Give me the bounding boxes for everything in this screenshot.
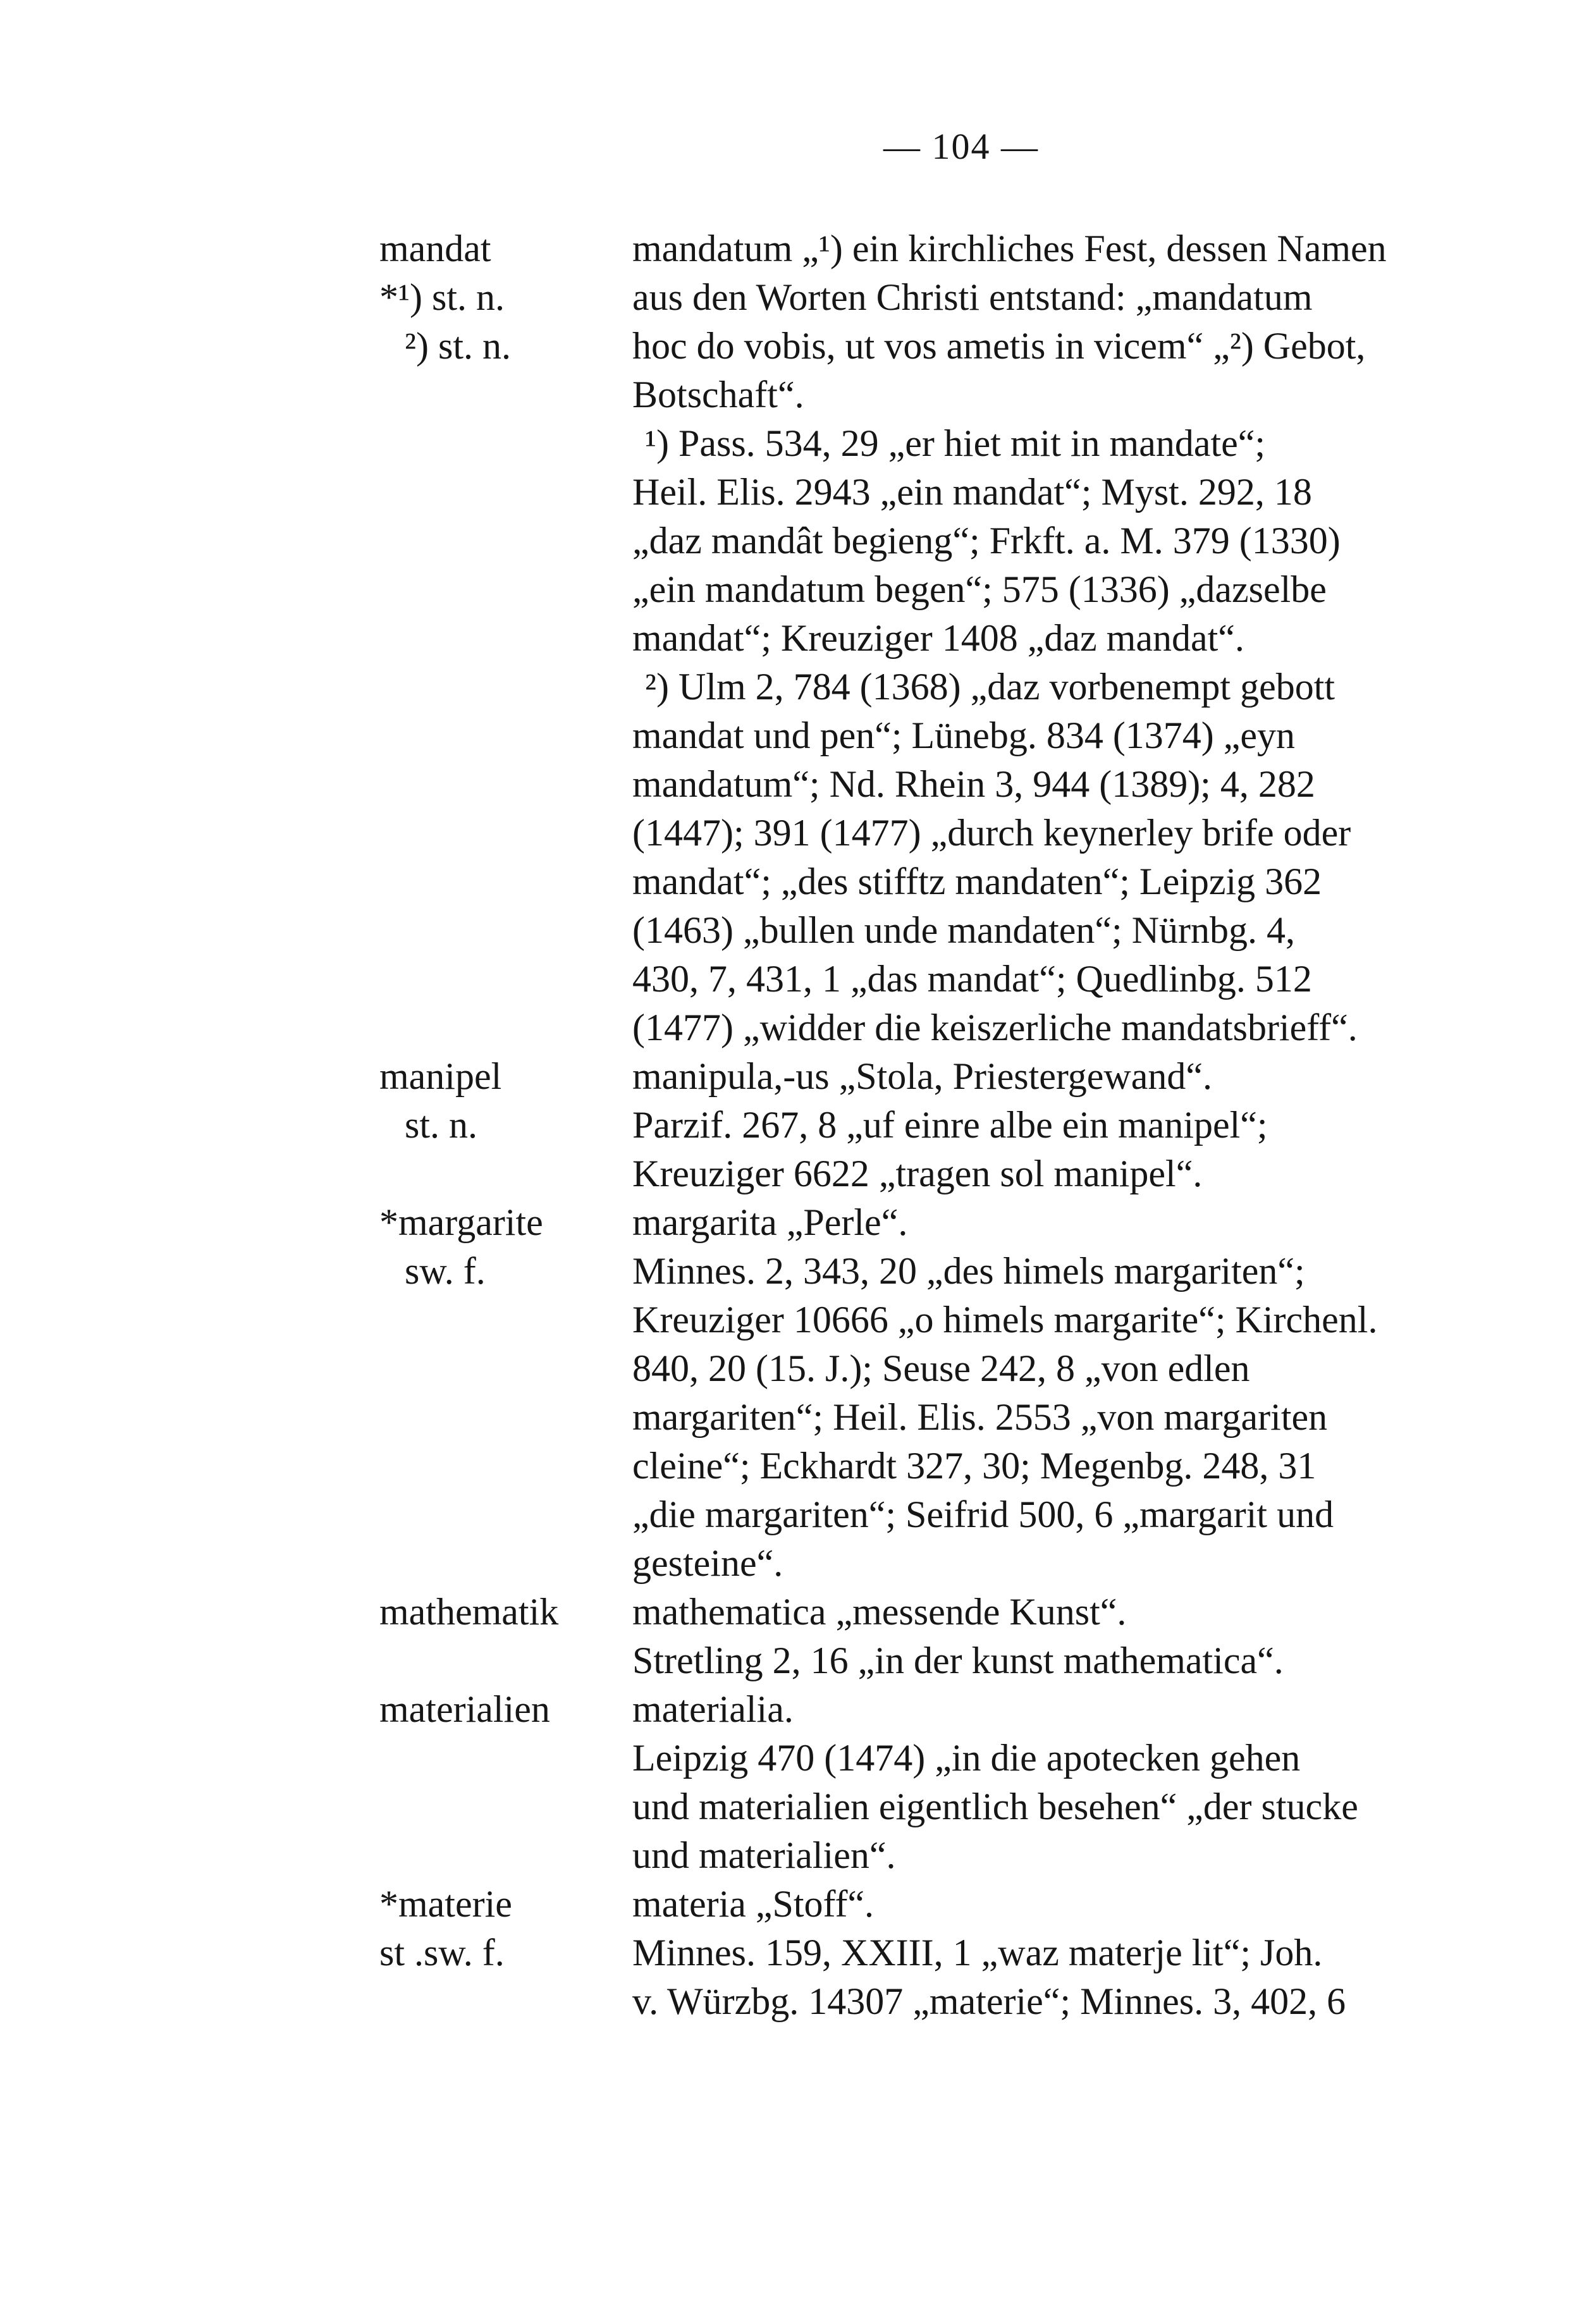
lemma-line: mandat <box>379 228 491 269</box>
body-line: „daz mandât begieng“; Frkft. a. M. 379 (1330) <box>632 520 1341 562</box>
body-line: mathematica „messende Kunst“. <box>632 1591 1127 1633</box>
body-line: ²) Ulm 2, 784 (1368) „daz vorbenempt gebott <box>645 666 1335 708</box>
body-line: (1477) „widder die keiszerliche mandatsbrieff“. <box>632 1007 1358 1048</box>
lemma-line: *margarite <box>379 1201 543 1243</box>
body-line: Minnes. 2, 343, 20 „des himels margariten“; <box>632 1250 1305 1292</box>
body-line: mandat“; „des stifftz mandaten“; Leipzig 362 <box>632 861 1322 902</box>
lemma-line: mathematik <box>379 1591 559 1633</box>
body-line: Parzif. 267, 8 „uf einre albe ein manipel“; <box>632 1104 1268 1146</box>
lemma-line: st .sw. f. <box>379 1932 505 1973</box>
lemma-line: st. n. <box>405 1104 478 1146</box>
body-line: margariten“; Heil. Elis. 2553 „von margariten <box>632 1396 1328 1438</box>
page-number: — 104 — <box>883 126 1039 167</box>
body-line: (1447); 391 (1477) „durch keynerley brife oder <box>632 812 1351 854</box>
body-line: Botschaft“. <box>632 374 804 415</box>
entry-lemma <box>379 1052 620 1150</box>
body-line: mandat“; Kreuziger 1408 „daz mandat“. <box>632 617 1244 659</box>
body-line: Minnes. 159, XXIII, 1 „waz materje lit“; Joh. <box>632 1932 1323 1973</box>
body-line: gesteine“. <box>632 1542 783 1584</box>
entry-lemma <box>379 1588 620 1636</box>
entry-lemma <box>379 224 620 371</box>
body-line: 840, 20 (15. J.); Seuse 242, 8 „von edlen <box>632 1347 1250 1389</box>
lemma-line: sw. f. <box>405 1250 486 1292</box>
lemma-line: materialien <box>379 1688 550 1730</box>
body-line: „die margariten“; Seifrid 500, 6 „margarit und <box>632 1494 1334 1535</box>
body-line: und materialien eigentlich besehen“ „der stucke <box>632 1786 1358 1827</box>
entry-body <box>632 1588 1473 1685</box>
body-line: Heil. Elis. 2943 „ein mandat“; Myst. 292, 18 <box>632 471 1312 513</box>
body-line: ¹) Pass. 534, 29 „er hiet mit in mandate“; <box>645 422 1266 464</box>
entry-body <box>632 1052 1473 1198</box>
body-line: Stretling 2, 16 „in der kunst mathematica“. <box>632 1640 1284 1681</box>
entry-body <box>632 1685 1473 1880</box>
entry-lemma <box>379 1685 620 1734</box>
lemma-line: manipel <box>379 1055 502 1097</box>
body-line: „ein mandatum begen“; 575 (1336) „dazselbe <box>632 568 1327 610</box>
entry-body <box>632 224 1473 1052</box>
lemma-line: ²) st. n. <box>405 325 511 367</box>
lemma-line: *¹) st. n. <box>379 276 505 318</box>
body-line: materia „Stoff“. <box>632 1883 875 1925</box>
body-line: manipula,-us „Stola, Priestergewand“. <box>632 1055 1212 1097</box>
body-line: Leipzig 470 (1474) „in die apotecken gehen <box>632 1737 1301 1779</box>
entry-lemma <box>379 1198 620 1296</box>
body-line: materialia. <box>632 1688 794 1730</box>
body-line: Kreuziger 6622 „tragen sol manipel“. <box>632 1153 1203 1194</box>
body-line: Kreuziger 10666 „o himels margarite“; Kirchenl. <box>632 1299 1378 1341</box>
body-line: hoc do vobis, ut vos ametis in vicem“ „²) Gebot, <box>632 325 1366 367</box>
body-line: v. Würzbg. 14307 „materie“; Minnes. 3, 402, 6 <box>632 1980 1346 2022</box>
lemma-line: *materie <box>379 1883 512 1925</box>
body-line: 430, 7, 431, 1 „das mandat“; Quedlinbg. 512 <box>632 958 1312 1000</box>
body-line: aus den Worten Christi entstand: „mandatum <box>632 276 1313 318</box>
entry-body <box>632 1198 1473 1588</box>
body-line: cleine“; Eckhardt 327, 30; Megenbg. 248, 31 <box>632 1445 1317 1487</box>
body-line: margarita „Perle“. <box>632 1201 908 1243</box>
body-line: mandatum „¹) ein kirchliches Fest, dessen Namen <box>632 228 1387 269</box>
body-line: und materialien“. <box>632 1834 896 1876</box>
body-line: mandat und pen“; Lünebg. 834 (1374) „eyn <box>632 715 1296 756</box>
entry-lemma <box>379 1880 620 1977</box>
body-line: mandatum“; Nd. Rhein 3, 944 (1389); 4, 282 <box>632 763 1315 805</box>
entry-body <box>632 1880 1473 2026</box>
body-line: (1463) „bullen unde mandaten“; Nürnbg. 4, <box>632 909 1296 951</box>
